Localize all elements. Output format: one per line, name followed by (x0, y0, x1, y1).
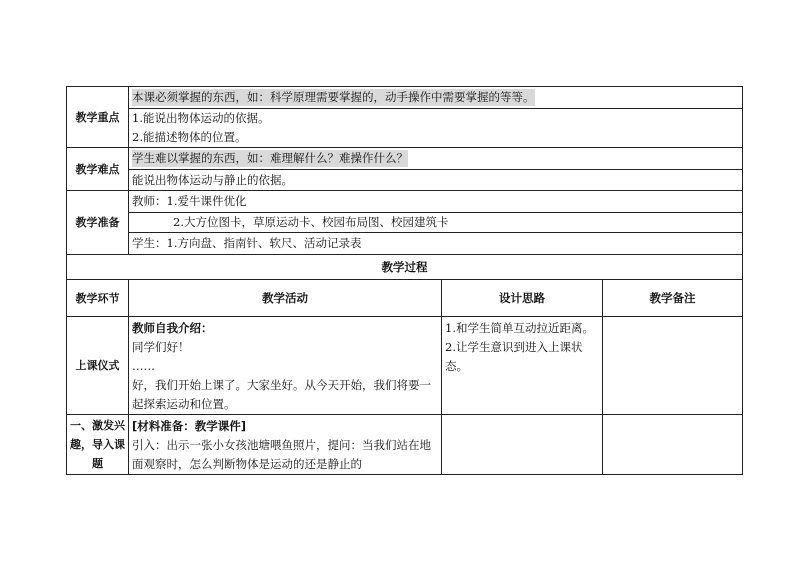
preparation-label: 教学准备 (67, 191, 129, 255)
activity-line: 教师自我介绍： (132, 321, 213, 335)
lesson-plan-table (66, 86, 743, 475)
activity-line: 同学们好！ (132, 340, 190, 354)
header-activity: 教学活动 (129, 280, 442, 317)
header-design: 设计思路 (442, 280, 603, 317)
key-point-item: 1.能说出物体运动的依据。 (132, 111, 270, 125)
activity-line: 好，我们开始上课了。大家坐好。从今天开始，我们将要一起探索运动和位置。 (132, 378, 431, 411)
preparation-teacher-1: 教师：1.爱牛课件优化 (129, 191, 743, 213)
activity-line: …… (132, 359, 155, 373)
stage-opening: 上课仪式 (67, 317, 129, 415)
stage-intro: 一、激发兴趣，导入课题 (67, 415, 129, 475)
key-points-list (129, 109, 743, 148)
key-points-label: 教学重点 (67, 87, 129, 148)
activity-line: [材料准备：教学课件] (132, 419, 247, 433)
key-point-item: 2.能描述物体的位置。 (132, 130, 247, 144)
difficult-points-label: 教学难点 (67, 148, 129, 191)
difficult-point-item: 能说出物体运动与静止的依据。 (129, 170, 743, 191)
notes-intro (603, 415, 743, 475)
header-stage: 教学环节 (67, 280, 129, 317)
activity-opening (129, 317, 442, 415)
design-intro (442, 415, 603, 475)
activity-intro (129, 415, 442, 475)
preparation-teacher-2: 2.大方位图卡，草原运动卡、校园布局图、校园建筑卡 (129, 213, 743, 233)
header-notes: 教学备注 (603, 280, 743, 317)
notes-opening (603, 317, 743, 415)
difficult-points-guide: 学生难以掌握的东西，如：难理解什么？难操作什么？ (132, 151, 408, 165)
process-title: 教学过程 (67, 255, 743, 280)
activity-line: 引入：出示一张小女孩池塘喂鱼照片，提问：当我们站在地面观察时，怎么判断物体是运动的还是静止的 (132, 438, 431, 471)
design-opening: 1.和学生简单互动拉近距离。2.让学生意识到进入上课状态。 (442, 317, 603, 415)
preparation-student: 学生：1.方向盘、指南针、软尺、活动记录表 (129, 233, 743, 255)
key-points-guide: 本课必须掌握的东西，如：科学原理需要掌握的，动手操作中需要掌握的等等。 (132, 90, 535, 104)
